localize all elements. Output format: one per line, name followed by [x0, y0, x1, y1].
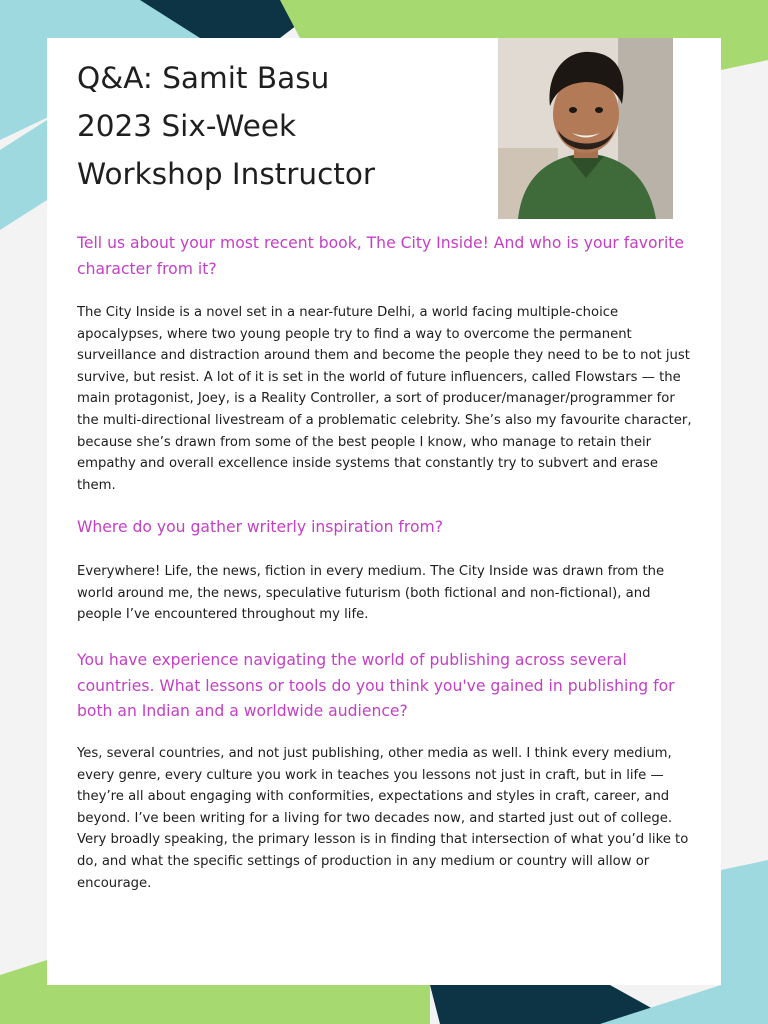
title-line: 2023 Six-Week	[77, 109, 297, 143]
qa-card	[47, 38, 721, 985]
page-title	[77, 54, 477, 198]
question-3: You have experience navigating the world of publishing across several countries. What lessons or tools do you think you've gained in publishing for both an Indian and a worldwide audience?	[77, 651, 675, 720]
answer-2: Everywhere! Life, the news, fiction in every medium. The City Inside was drawn from the world around me, the news, speculative futurism (both fictional and non-fictional), and people I’ve encountered throughout my life.	[77, 564, 665, 623]
question-2: Where do you gather writerly inspiration from?	[77, 518, 443, 536]
title-line: Workshop Instructor	[77, 157, 376, 191]
question-1: Tell us about your most recent book, The City Inside! And who is your favorite character from it?	[77, 234, 685, 278]
answer-3: Yes, several countries, and not just publishing, other media as well. I think every medium, every genre, every culture you work in teaches you lessons not just in craft, but in life — they’re all about engaging with conformities, expectations and styles in craft, career, and beyond. I’ve been writing for a living for two decades now, and started just out of college. Very broadly speaking, the primary lesson is in finding that intersection of what you’d like to do, and what the specific settings of production in any medium or country will allow or encourage.	[77, 746, 689, 891]
instructor-photo	[498, 38, 673, 219]
answer-1: The City Inside is a novel set in a near-future Delhi, a world facing multiple-choice apocalypses, where two young people try to find a way to overcome the permanent surveillance and distraction around them and become the people they need to be to not just survive, but resist. A lot of it is set in the world of future influencers, called Flowstars — the main protagonist, Joey, is a Reality Controller, a sort of producer/manager/programmer for the multi-directional livestream of a problematic celebrity. She’s also my favourite character, because she’s drawn from some of the best people I know, who manage to retain their empathy and overall excellence inside systems that constantly try to subvert and erase them.	[77, 305, 692, 493]
title-line: Q&A: Samit Basu	[77, 61, 330, 95]
